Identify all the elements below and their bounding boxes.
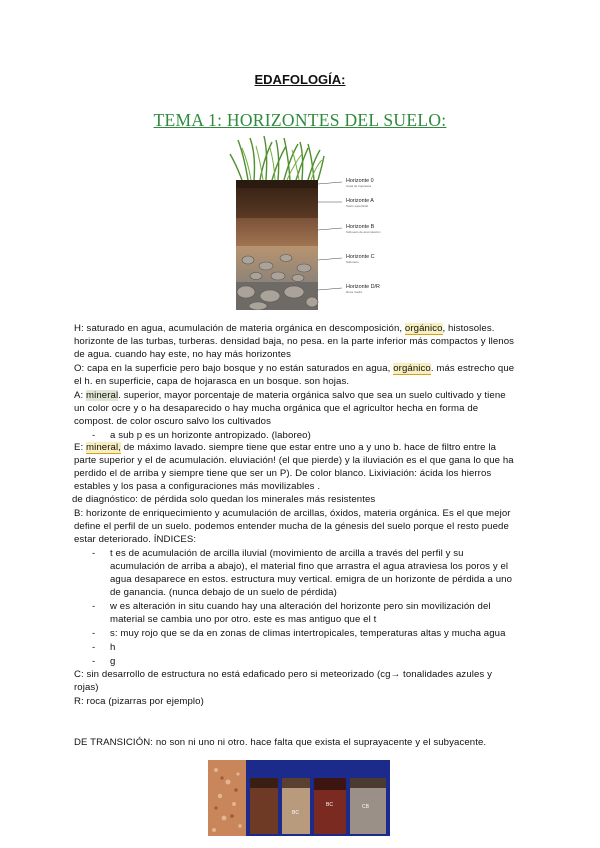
highlight-organico: orgánico — [393, 363, 431, 374]
paragraph-transicion: DE TRANSICIÓN: no son ni uno ni otro. hace falta que exista el suprayacente y el subyacente. — [74, 737, 487, 748]
figure-label-0: Horizonte 0 — [346, 178, 374, 184]
paragraph-r: R: roca (pizarras por ejemplo) — [74, 696, 204, 707]
figure-label-dr: Horizonte D/R — [346, 284, 380, 290]
paragraph-b-line-2: define el perfil de un suelo. podemos entender mucha de la génesis del suelo porque el resto puede — [74, 521, 509, 532]
paragraph-h-line-3: de agua. cuando hay este, no hay más horizontes — [74, 349, 291, 360]
figure-label-b: Horizonte B — [346, 224, 375, 230]
index-h: h — [110, 642, 116, 653]
document-subtitle: TEMA 1: HORIZONTES DEL SUELO: — [153, 110, 447, 130]
index-w-line-1: w es alteración in situ cuando hay una alteración del horizonte pero sin movilización del — [110, 601, 491, 612]
paragraph-c-line-2: rojas) — [74, 682, 99, 693]
index-t-line-2: acumulación de arriba a abajo), el material fino que arrastra el agua atraviesa los poros y el — [110, 561, 509, 572]
list-dash: - — [92, 548, 96, 559]
highlight-mineral: mineral — [86, 390, 119, 401]
figure-label-a: Horizonte A — [346, 198, 374, 204]
list-dash: - — [92, 430, 96, 441]
horizon-o-layer — [236, 180, 318, 188]
paragraph-e-line-4: estables y los pasa a configuraciones más movilizables . — [74, 481, 321, 492]
strip-label-3: CB — [362, 804, 369, 810]
index-g: g — [110, 656, 116, 667]
grass-illustration — [230, 136, 324, 180]
paragraph-o-line-1: O: capa en la superficie pero bajo bosque y no están saturados en agua, orgánico. más estrecho que — [74, 363, 515, 374]
paragraph-a-line-1: A: mineral. superior, mayor porcentaje de materia orgánica salvo que sea un suelo cultivado y tiene — [74, 390, 506, 401]
paragraph-h-line-2: horizonte de las turbas, turberas. densidad baja, no pesa. en la parte inferior más compactos y llenos — [74, 336, 515, 347]
paragraph-c-line-1: C: sin desarrollo de estructura no está edaficado pero si meteorizado (cg→ tonalidades azules y — [74, 669, 492, 680]
figure-sublabel-c: Subsuelo — [346, 260, 359, 264]
paragraph-e-line-1: E: mineral, de máximo lavado. siempre tiene que estar entre uno a y uno b. hace de filtro entre la — [74, 442, 497, 453]
index-t-line-1: t es de acumulación de arcilla iluvial (movimiento de arcilla a través del perfil y su — [110, 548, 464, 559]
paragraph-a-line-2: un color ocre y o ha desaparecido o hay mucha orgánica que el agricultor hecha en forma de — [74, 403, 479, 414]
figure-sublabel-a: Suelo superficial — [346, 204, 369, 208]
horizon-b-layer — [236, 218, 318, 246]
index-t-line-4: de ganancia. (nunca debajo de un suelo de pérdida) — [110, 587, 337, 598]
list-dash: - — [92, 628, 96, 639]
highlight-mineral: mineral, — [86, 442, 121, 453]
document-title: EDAFOLOGÍA: — [254, 72, 346, 87]
figure-label-c: Horizonte C — [346, 254, 375, 260]
soil-horizons-figure — [228, 136, 398, 310]
paragraph-e-line-5: de diagnóstico: de pérdida solo quedan los minerales más resistentes — [72, 494, 376, 505]
figure-sublabel-0: Capa de hojarasca — [346, 184, 372, 188]
figure-sublabel-b: Subsuelo de acumulación — [346, 230, 381, 234]
paragraph-a-subitem: a sub p es un horizonte antropizado. (laboreo) — [110, 430, 311, 441]
strip-label-1: BC — [292, 810, 299, 816]
paragraph-e-line-2: parte superior y el de acumulación. eluviación! (el que pierde) y la iluviación es el que gana lo que ha — [74, 455, 514, 466]
paragraph-o-line-2: el h. en superficie, capa de hojarasca en un bosque. son hojas. — [74, 376, 350, 387]
horizon-a-layer — [236, 188, 318, 218]
list-dash: - — [92, 601, 96, 612]
paragraph-e-line-3: perdido el de arriba y siempre tiene que ser un P). De color blanco. Lixiviación: ácida los hierros — [74, 468, 492, 479]
paragraph-h-line-1: H: saturado en agua, acumulación de materia orgánica en descomposición, orgánico, histosoles. — [74, 323, 495, 334]
index-w-line-2: material se cambia uno por otro. este es mas antiguo que el t — [110, 614, 377, 625]
paragraph-a-line-3: compost. de color oscuro salvo los cultivados — [74, 416, 271, 427]
index-s: s: muy rojo que se da en zonas de climas intertropicales, temperaturas altas y mucha agua — [110, 628, 506, 639]
index-t-line-3: agua desaparece en estos. estructura muy vertical. emigra de un horizonte de pérdida a uno — [110, 574, 513, 585]
soil-profiles-photo — [208, 760, 390, 836]
paragraph-b-line-3: estar deteriorado. ÍNDICES: — [74, 534, 197, 545]
list-dash: - — [92, 656, 96, 667]
highlight-organico: orgánico — [404, 323, 443, 334]
figure-sublabel-dr: Roca madre — [346, 290, 363, 294]
list-dash: - — [92, 642, 96, 653]
strip-label-2: BC — [326, 802, 333, 808]
paragraph-b-line-1: B: horizonte de enriquecimiento y acumulación de arcillas, óxidos, materia orgánica. Es el que mejor — [74, 508, 511, 519]
